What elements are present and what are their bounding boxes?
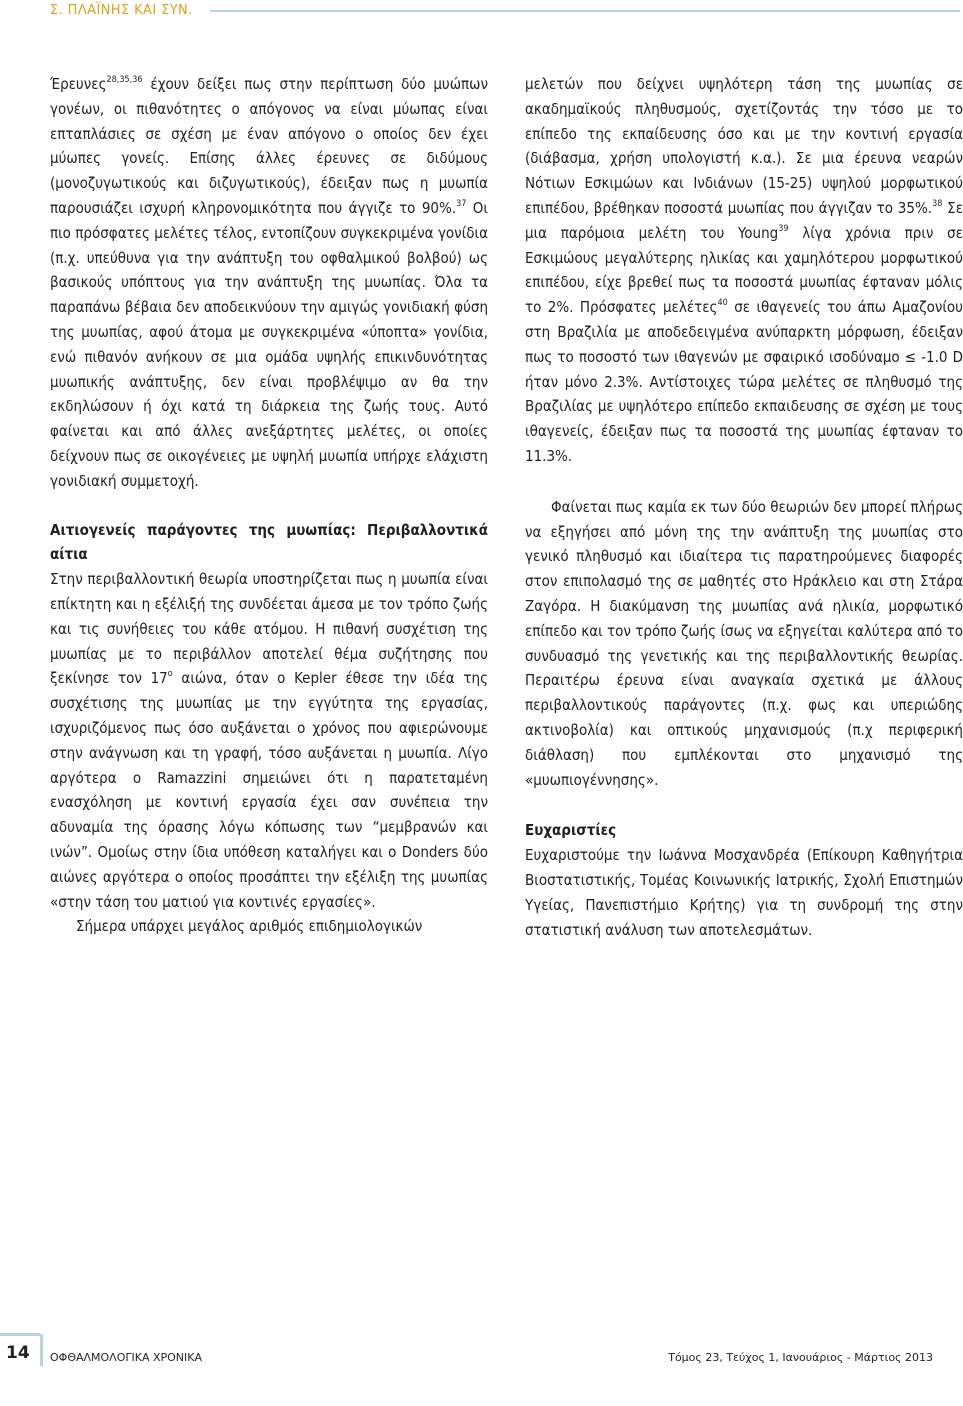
citation-superscript: 39 — [778, 223, 789, 234]
citation-superscript: 40 — [717, 298, 728, 309]
right-column — [525, 72, 963, 942]
text-segment: λίγα χρόνια πριν σε Εσκιμώους μεγαλύτερης ηλικίας και χαμηλότερου μορφωτικού επιπέδου, είχε βρεθεί πως τα ποσοστά μυωπίας έφταναν μόλις το 2%. Πρόσφατες μελέτες — [525, 223, 963, 317]
text-segment: σε ιθαγενείς του άπω Αμαζονίου στη Βραζιλία με αποδεδειγμένα ανύπαρκτη μόρφωση, έδειξαν πως το ποσοστό των ιθαγενών με σφαιρικό ισοδύναμο ≤ -1.0 D ήταν μόνο 2.3%. Αντίστοιχες τώρα μελέτες σε πληθυσμό της Βραζιλίας με υψηλότερο επίπεδο εκπαιδευσης σε σχέση με τους ιθαγενείς, έδειξαν πως τα ποσοστά της μυωπίας έφταναν το 11.3%. — [525, 298, 963, 465]
running-head: Σ. ΠΛΑΪΝΗΣ ΚΑΙ ΣΥΝ. — [50, 3, 193, 18]
text-segment: μελετών που δείχνει υψηλότερη τάση της μυωπίας σε ακαδημαϊκούς πληθυσμούς, σχετίζοντάς την τόσο με το επίπεδο της εκπαίδευσης όσο και με την κοντινή εργασία (διάβασμα, χρήση υπολογιστή κ.α.). Σε μια έρευνα νεαρών Νότιων Εσκιμώων και Ινδιάνων (15-25) υψηλού μορφωτικού επιπέδου, βρέθηκαν ποσοστά μυωπίας που άγγιζαν το 35%. — [525, 75, 963, 217]
text-segment: Οι πιο πρόσφατες μελέτες τέλος, εντοπίζουν συγκεκριμένα γονίδια (π.χ. υπεύθυνα για την ανάπτυξη του οφθαλμικού βολβού) ως βασικούς υπόπτους για την ανάπτυξη της μυωπίας. Όλα τα παραπάνω βέβαια δεν αποδεικνύουν την αμιγώς γονιδιακή φύση της μυωπίας, αφού άτομα με συγκεκριμένα «ύποπτα» γονίδια, ενώ πιθανόν ανήκουν σε μια ομάδα υψηλής επικινδυνότητας μυωπικής ανάπτυξης, δεν είναι προβλέψιμο αν θα την εκδηλώσουν ή όχι κατά τη διάρκεια της ζωής τους. Αυτό φαίνεται και από άλλες ανεξάρτητες μελέτες, οι οποίες δείχνουν πως σε οικογένειες με υψηλή μυωπία υπήρχε ελάχιστη γονιδιακή συμμετοχή. — [50, 198, 488, 490]
paragraph-genetic-studies — [50, 72, 488, 494]
paragraph-gap — [50, 494, 488, 518]
paragraph-gap — [525, 792, 963, 818]
ordinal-superscript: ο — [167, 669, 173, 680]
issue-info: Τόμος 23, Τεύχος 1, Ιανουάριος - Μάρτιος 2013 — [668, 1351, 933, 1364]
journal-name: ΟΦΘΑΛΜΟΛΟΓΙΚΑ ΧΡΟΝΙΚΑ — [50, 1351, 203, 1364]
text-segment: Στην περιβαλλοντική θεωρία υποστηρίζεται πως η μυωπία είναι επίκτητη και η εξέλιξή της συνδέεται άμεσα με τον τρόπο ζωής και τις συνήθειες του κάθε ατόμου. Η πιθανή συσχέτιση της μυωπίας με το περιβάλλον αποτελεί θέμα συζήτησης που ξεκίνησε τον 17 — [50, 570, 488, 688]
footer-divider — [40, 1334, 43, 1366]
paragraph-environmental-theory — [50, 567, 488, 914]
acknowledgements-text: Ευχαριστούμε την Ιωάννα Μοσχανδρέα (Επίκουρη Καθηγήτρια Βιοστατιστικής, Τομέας Κοινωνικής Ιατρικής, Σχολή Επιστημών Υγείας, Πανεπιστήμιο Κρήτης) για τη συνδρομή της στην στατιστική ανάλυση των αποτελεσμάτων. — [525, 846, 963, 939]
acknowledgements-heading: Ευχαριστίες — [525, 821, 617, 840]
text-segment: Έρευνες — [50, 75, 107, 93]
citation-superscript: 38 — [932, 198, 943, 209]
text-segment: έχουν δείξει πως στην περίπτωση δύο μυώπων γονέων, οι πιθανότητες ο απόγονος να είναι μύωπας είναι επταπλάσιες σε σχέση με έναν απόγονο ο οποίος δεν έχει μύωπες γονείς. Επίσης άλλες έρευνες σε διδύμους (μονοζυγωτικούς και διζυγωτικούς), έδειξαν πως η μυωπία παρουσιάζει ισχυρή κληρονομικότητα που άγγιζε το 90%. — [50, 75, 488, 217]
citation-superscript: 37 — [456, 198, 467, 209]
section-heading-environmental: Αιτιογενείς παράγοντες της μυωπίας: Περιβαλλοντικά αίτια — [50, 520, 488, 564]
text-segment: αιώνα, όταν ο Kepler έθεσε την ιδέα της συσχέτισης της μυωπίας με την εγγύτητα της εργασίας, ισχυριζόμενος πως όσο αυξάνεται ο χρόνος που αφιερώνουμε στην ανάγνωση και τη γραφή, τόσο αυξάνεται η μυωπία. Λίγο αργότερα ο Ramazzini σημειώνει ότι η παρατεταμένη ενασχόληση με κοντινή εργασία έχει σαν συνέπεια την αδυναμία της όρασης λόγω κόπωσης των “μεμβρανών και ινών”. Ομοίως στην ίδια υπόθεση καταλήγει και ο Donders δύο αιώνες αργότερα ο οποίος προσάπτει την εξέλιξη της μυωπίας «στην τάση του ματιού για κοντινές εργασίες». — [50, 669, 488, 911]
footer-rule — [0, 1333, 40, 1336]
header-rule — [210, 10, 960, 12]
citation-superscript: 28,35,36 — [106, 75, 143, 85]
paragraph-epidemiology-start: Σήμερα υπάρχει μεγάλος αριθμός επιδημιολογικών — [76, 917, 423, 936]
left-column — [50, 72, 488, 939]
page-number: 14 — [6, 1343, 30, 1363]
text-segment: Σε μια παρόμοια μελέτη του Young — [525, 198, 963, 242]
paragraph-gap — [525, 469, 963, 495]
paragraph-academic-populations — [525, 72, 963, 469]
paragraph-conclusion: Φαίνεται πως καμία εκ των δύο θεωριών δεν μπορεί πλήρως να εξηγήσει από μόνη της την ανάπτυξη της μυωπίας στο γενικό πληθυσμό και ιδιαίτερα τις παρατηρούμενες διαφορές στον επιπολασμό της σε μαθητές στο Ηράκλειο και στη Στάρα Ζαγόρα. Η διακύμανση της μυωπίας ανά ηλικία, μορφωτικό επίπεδο και τον τρόπο ζωής ίσως να εξηγείται καλύτερα από το συνδυασμό της γενετικής και της περιβαλλοντικής θεωρίας. Περαιτέρω έρευνα είναι αναγκαία σχετικά με άλλους περιβαλλοντικούς παράγοντες (π.χ. φως και υπεριώδης ακτινοβολία) και οπτικούς μηχανισμούς (π.χ περιφερική διάθλαση) που εμπλέκονται στο μηχανισμό της «μυωπιογέννησης». — [525, 497, 963, 789]
